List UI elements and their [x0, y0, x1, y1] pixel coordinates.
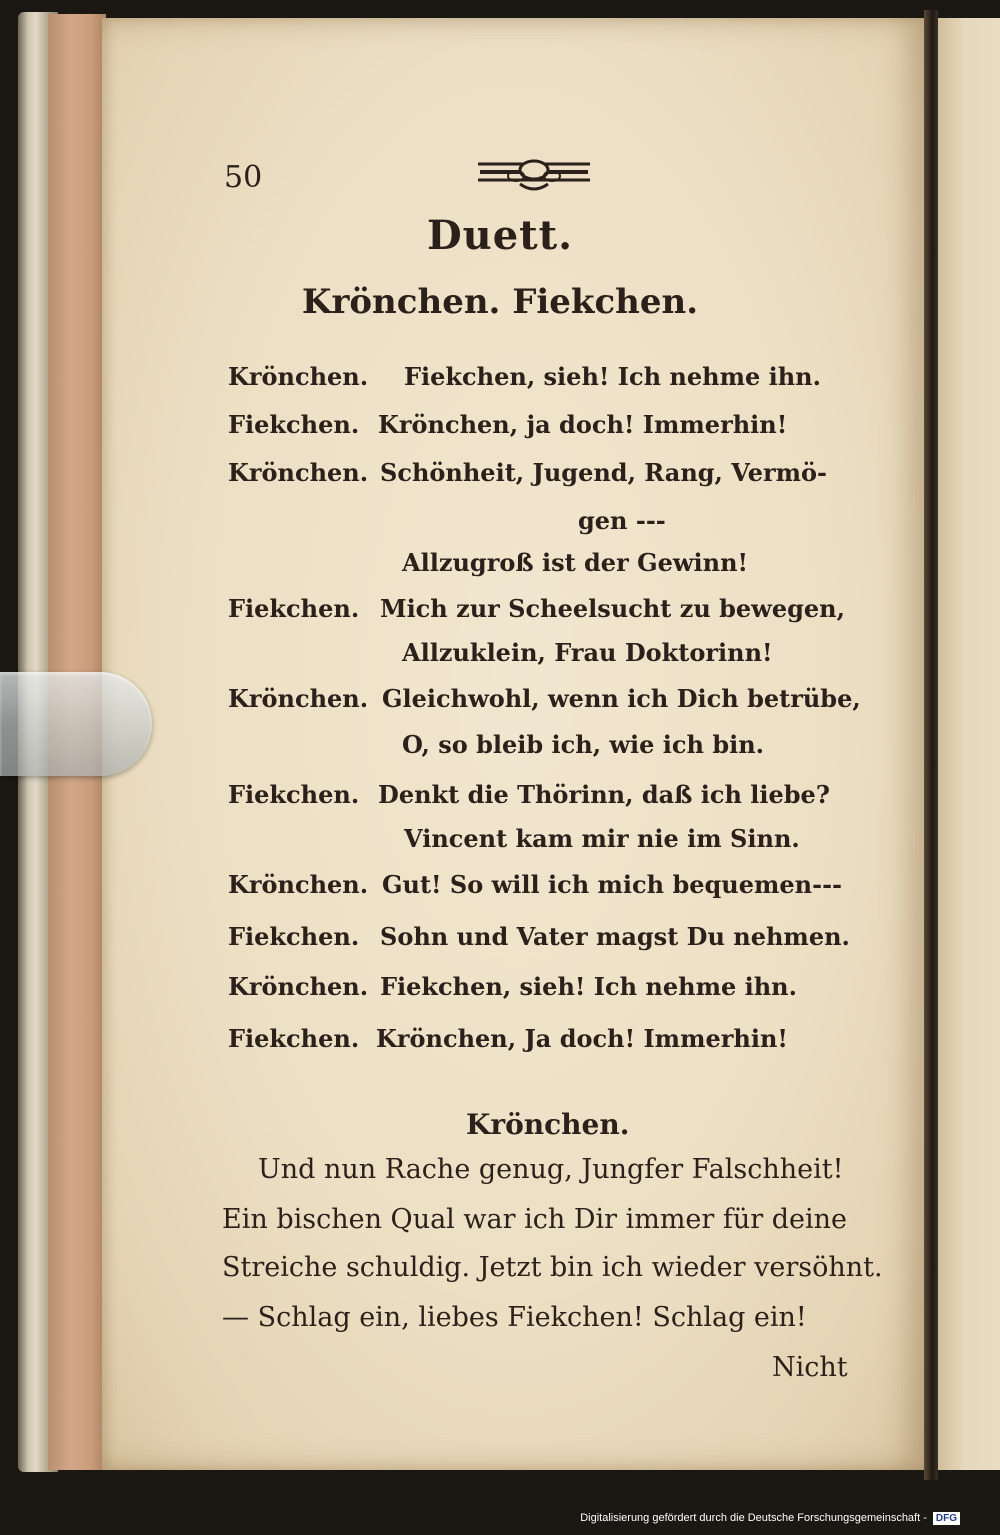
duet-speaker: Krönchen.: [228, 684, 369, 713]
duet-line: Allzuklein, Frau Doktorinn!: [402, 638, 773, 667]
duet-line: Gut! So will ich mich bequemen---: [382, 870, 842, 899]
duet-line: Krönchen, Ja doch! Immerhin!: [376, 1024, 788, 1053]
duet-speaker: Krönchen.: [228, 870, 369, 899]
speech-speaker: Krönchen.: [466, 1108, 630, 1141]
dfg-logo: DFG: [933, 1512, 960, 1525]
duet-line: Fiekchen, sieh! Ich nehme ihn.: [404, 362, 821, 391]
page-subtitle: Krönchen. Fiekchen.: [301, 282, 699, 322]
duet-speaker: Fiekchen.: [228, 410, 360, 439]
ornament-icon: [476, 150, 592, 194]
duet-speaker: Krönchen.: [228, 362, 369, 391]
prose-line: Ein bischen Qual war ich Dir immer für deine: [222, 1204, 848, 1235]
duet-line: gen ---: [578, 506, 666, 535]
prose-line: Und nun Rache genug, Jungfer Falschheit!: [258, 1154, 844, 1185]
duet-line: Mich zur Scheelsucht zu bewegen,: [380, 594, 845, 623]
clip-icon: [0, 672, 152, 776]
page-title: Duett.: [426, 212, 574, 259]
prose-line: Streiche schuldig. Jetzt bin ich wieder versöhnt.: [222, 1252, 883, 1283]
page-number: 50: [224, 160, 263, 195]
duet-line: Schönheit, Jugend, Rang, Vermö-: [380, 458, 827, 487]
duet-speaker: Fiekchen.: [228, 1024, 360, 1053]
duet-line: Krönchen, ja doch! Immerhin!: [378, 410, 788, 439]
catchword: Nicht: [772, 1352, 848, 1383]
duet-line: O, so bleib ich, wie ich bin.: [402, 730, 765, 759]
duet-speaker: Fiekchen.: [228, 594, 360, 623]
duet-speaker: Fiekchen.: [228, 780, 360, 809]
duet-speaker: Krönchen.: [228, 458, 369, 487]
duet-line: Denkt die Thörinn, daß ich liebe?: [378, 780, 830, 809]
digitization-credit: [580, 1507, 960, 1529]
duet-line: Vincent kam mir nie im Sinn.: [404, 824, 800, 853]
duet-line: Allzugroß ist der Gewinn!: [402, 548, 749, 577]
duet-speaker: Fiekchen.: [228, 922, 360, 951]
prose-line: — Schlag ein, liebes Fiekchen! Schlag ein!: [222, 1302, 807, 1333]
duet-speaker: Krönchen.: [228, 972, 369, 1001]
duet-line: Sohn und Vater magst Du nehmen.: [380, 922, 850, 951]
duet-line: Gleichwohl, wenn ich Dich betrübe,: [382, 684, 861, 713]
duet-line: Fiekchen, sieh! Ich nehme ihn.: [380, 972, 797, 1001]
credit-text: Digitalisierung gefördert durch die Deutsche Forschungsgemeinschaft -: [580, 1512, 927, 1524]
